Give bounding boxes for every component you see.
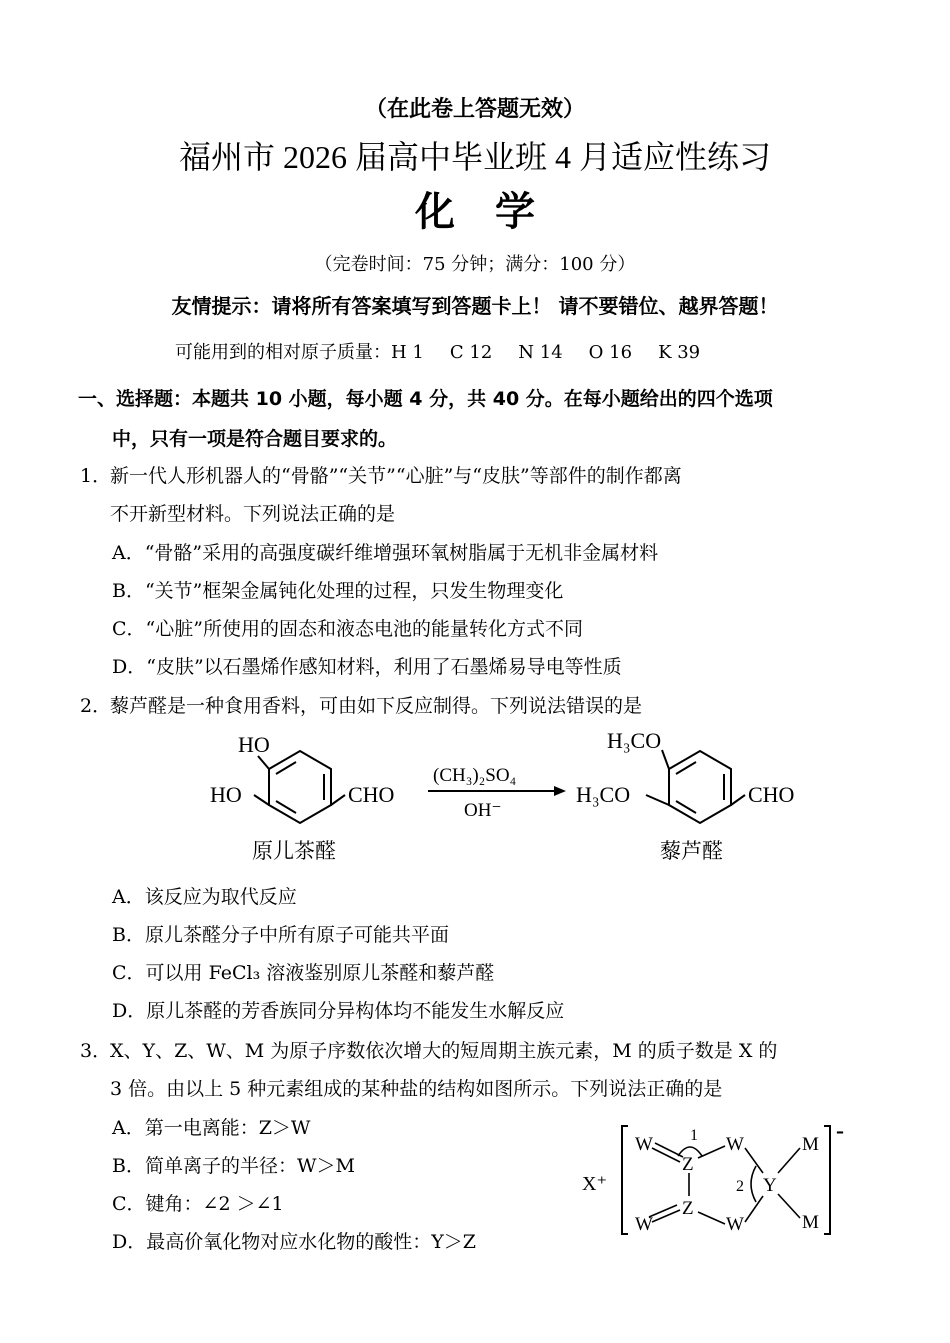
question-1-option-b: B．“关节”框架金属钝化处理的过程，只发生物理变化 bbox=[112, 580, 564, 602]
salt-structure-diagram bbox=[580, 1118, 860, 1243]
product-och3-left: H₃CO bbox=[576, 782, 631, 807]
atom-z-top: Z bbox=[682, 1154, 694, 1175]
product-cho: CHO bbox=[748, 782, 795, 807]
atom-w-top-left: W bbox=[635, 1134, 653, 1155]
atomic-label: 可能用到的相对原子质量： bbox=[175, 342, 391, 363]
structure-bonds bbox=[649, 1143, 800, 1224]
atomic-masses bbox=[175, 338, 726, 364]
product-name: 藜芦醛 bbox=[660, 839, 723, 863]
question-3-number: 3． bbox=[80, 1040, 112, 1062]
subject-title: 化学 bbox=[415, 188, 575, 235]
right-bracket bbox=[824, 1126, 830, 1234]
question-1-number: 1． bbox=[80, 465, 112, 487]
atomic-mass-n: N 14 bbox=[518, 342, 563, 363]
section-heading-cont: 中，只有一项是符合题目要求的。 bbox=[112, 428, 398, 450]
reagent-top: (CH₃)₂SO₄ bbox=[433, 765, 517, 786]
question-3-stem: X、Y、Z、W、M 为原子序数依次增大的短周期主族元素，M 的质子数是 X 的 bbox=[110, 1040, 778, 1062]
reactant-oh-top: HO bbox=[238, 732, 270, 757]
question-1-stem: 新一代人形机器人的“骨骼”“关节”“心脏”与“皮肤”等部件的制作都离 bbox=[110, 465, 682, 487]
question-1-option-d: D．“皮肤”以石墨烯作感知材料，利用了石墨烯易导电等性质 bbox=[112, 656, 622, 678]
question-2-option-a: A．该反应为取代反应 bbox=[112, 886, 297, 908]
atomic-mass-h: H 1 bbox=[391, 342, 424, 363]
angle-label-1: 1 bbox=[690, 1127, 698, 1144]
atom-m-top: M bbox=[802, 1134, 819, 1155]
question-2-stem: 藜芦醛是一种食用香料，可由如下反应制得。下列说法错误的是 bbox=[110, 695, 643, 717]
question-2-number: 2． bbox=[80, 695, 112, 717]
question-1-option-a: A．“骨骼”采用的高强度碳纤维增强环氧树脂属于无机非金属材料 bbox=[112, 542, 659, 564]
answer-tip: 友情提示：请将所有答案填写到答题卡上！ 请不要错位、越界答题！ bbox=[171, 294, 779, 318]
angle-label-2: 2 bbox=[736, 1178, 744, 1195]
atom-y: Y bbox=[763, 1175, 777, 1196]
atom-w-bottom-left: W bbox=[635, 1214, 653, 1235]
question-3-option-b: B．简单离子的半径：W＞M bbox=[112, 1155, 355, 1177]
left-bracket bbox=[622, 1126, 628, 1234]
question-1-option-c: C．“心脏”所使用的固态和液态电池的能量转化方式不同 bbox=[112, 618, 583, 640]
question-3-option-c: C．键角：∠2 ＞∠1 bbox=[112, 1193, 284, 1215]
question-3-option-a: A．第一电离能：Z＞W bbox=[112, 1117, 311, 1139]
reactant-benzene-ring bbox=[254, 751, 345, 823]
product-benzene-ring bbox=[646, 750, 745, 823]
atom-w-top-right: W bbox=[726, 1134, 744, 1155]
invalid-notice: （在此卷上答题无效） bbox=[364, 97, 585, 122]
reactant-oh-left: HO bbox=[210, 782, 242, 807]
reactant-name: 原儿茶醛 bbox=[252, 839, 336, 863]
product-och3-top: H₃CO bbox=[607, 728, 662, 753]
section-heading: 一、选择题：本题共 10 小题，每小题 4 分，共 40 分。在每小题给出的四个选项 bbox=[78, 388, 773, 410]
exam-title: 福州市 2026 届高中毕业班 4 月适应性练习 bbox=[178, 139, 771, 175]
atom-m-bottom: M bbox=[802, 1212, 819, 1233]
question-2-option-b: B．原儿茶醛分子中所有原子可能共平面 bbox=[112, 924, 449, 946]
time-info: （完卷时间：75 分钟；满分：100 分） bbox=[314, 254, 636, 275]
question-3-stem-cont: 3 倍。由以上 5 种元素组成的某种盐的结构如图所示。下列说法正确的是 bbox=[110, 1078, 723, 1100]
question-1-stem-cont: 不开新型材料。下列说法正确的是 bbox=[110, 503, 396, 525]
reaction-diagram bbox=[200, 726, 820, 871]
question-2-option-d: D．原儿茶醛的芳香族同分异构体均不能发生水解反应 bbox=[112, 1000, 565, 1022]
atomic-mass-k: K 39 bbox=[658, 342, 701, 363]
question-2-option-c: C．可以用 FeCl₃ 溶液鉴别原儿茶醛和藜芦醛 bbox=[112, 962, 495, 984]
reaction-arrowhead bbox=[554, 786, 566, 796]
reactant-cho: CHO bbox=[348, 782, 395, 807]
atom-z-bottom: Z bbox=[682, 1198, 694, 1219]
atomic-mass-o: O 16 bbox=[588, 342, 633, 363]
atom-w-bottom-right: W bbox=[726, 1214, 744, 1235]
cation-x: X⁺ bbox=[582, 1173, 607, 1195]
atomic-mass-c: C 12 bbox=[449, 342, 493, 363]
reagent-bottom: OH⁻ bbox=[464, 800, 502, 821]
anion-charge: - bbox=[836, 1118, 844, 1144]
question-3-option-d: D．最高价氧化物对应水化物的酸性：Y＞Z bbox=[112, 1231, 476, 1253]
